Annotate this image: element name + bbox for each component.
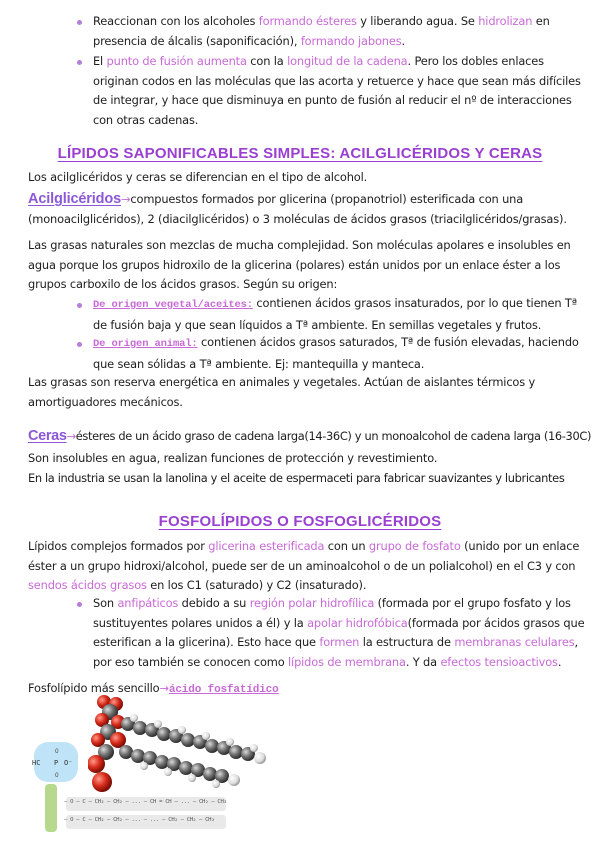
highlight: formando jabones bbox=[300, 33, 402, 48]
formula-o-minus-label: O⁻ bbox=[64, 759, 73, 767]
text: Son bbox=[93, 596, 118, 610]
molecule-head bbox=[88, 695, 126, 792]
highlight: sendos ácidos grasos bbox=[28, 578, 147, 592]
text: contienen ácidos grasos insaturados, por lo que tienen Tª de fusión baja y que sean líquidos a Tª ambiente. En semillas vegetales y frutos. bbox=[93, 296, 577, 332]
highlight-acido-fosfatidico: ácido fosfatídico bbox=[168, 684, 279, 696]
formula-hc-label: HC bbox=[32, 759, 41, 767]
section-heading-acilgliceridos: LÍPIDOS SAPONIFICABLES SIMPLES: ACILGLICÉRIDOS Y CERAS bbox=[57, 145, 543, 162]
text: (formada por el grupo fosfato y los sustituyentes polares unidos a él) y la bbox=[93, 596, 571, 630]
ceras-line-2: Son insolubles en agua, realizan funciones de protección y revestimiento. bbox=[28, 451, 438, 465]
bullet-dot bbox=[77, 342, 82, 347]
bullet-dot bbox=[77, 60, 82, 65]
text: . Pero los dobles enlaces originan codos en las moléculas que las acorta y retuerce y hace que sean más difíciles de integrar, y hace que disminuya en punto de fusión al reducir el nº de interacciones con otras cadenas. bbox=[93, 54, 581, 127]
bullet-dot bbox=[77, 602, 82, 607]
highlight: punto de fusión aumenta bbox=[106, 54, 247, 68]
text: El bbox=[93, 54, 107, 68]
text: (formada por ácidos grasos que esterifican a la glicerina). Esto hace que bbox=[93, 615, 585, 649]
text: . bbox=[401, 33, 405, 48]
glycerol-highlight bbox=[45, 784, 57, 832]
label-origen-animal: De origen animal: bbox=[93, 338, 198, 350]
text: Reaccionan con los alcoholes bbox=[93, 14, 259, 28]
text: compuestos formados por glicerina (propanotriol) esterificada con una (monoacilglicéridos), 2 (diacilglicéridos) o 3 moléculas de ácidos grasos (triacilglicéridos/grasas). bbox=[28, 192, 567, 226]
highlight: longitud de la cadena bbox=[287, 54, 408, 68]
bullet-melting-point bbox=[93, 52, 585, 130]
bullet-esterification bbox=[93, 12, 585, 51]
highlight: glicerina esterificada bbox=[208, 539, 325, 553]
highlight: anfipáticos bbox=[117, 596, 179, 610]
text: debido a su bbox=[178, 596, 250, 610]
fosfolipidos-paragraph bbox=[28, 537, 584, 596]
arrow-icon: → bbox=[121, 192, 131, 206]
formula-o-bottom-label: O bbox=[55, 772, 59, 779]
highlight: efectos tensioactivos bbox=[440, 654, 558, 669]
text: Lípidos complejos formados por bbox=[28, 539, 209, 553]
formula-p-label: P bbox=[54, 759, 59, 767]
text: (unido por un enlace éster a un grupo hidroxi/alcohol, puede ser de un aminoalcohol o de un polialcohol) en el C3 y con bbox=[28, 539, 580, 573]
highlight: hidrolizan bbox=[478, 14, 533, 28]
formula-o-top-label: O bbox=[55, 748, 59, 755]
term-acilgliceridos: Acilglicéridos bbox=[28, 191, 121, 207]
highlight: formando ésteres bbox=[258, 14, 357, 28]
reserva-paragraph: Las grasas son reserva energética en animales y vegetales. Actúan de aislantes térmicos y amortiguadores mecánicos. bbox=[28, 375, 536, 409]
formula-chain-2: — O — C — CH₂ — CH₂ — ... — ... — CH₂ — CH₂ — CH₃ bbox=[64, 817, 215, 823]
arrow-icon: → bbox=[66, 429, 76, 443]
molecule-3d-model-image bbox=[88, 694, 273, 799]
grasas-paragraph: Las grasas naturales son mezclas de mucha complejidad. Son moléculas apolares e insolubles en agua porque los grupos hidroxilo de la glicerina (polares) están unidos por un enlace éster a los grupos carboxilo de los ácidos grasos. Según su origen: bbox=[28, 238, 571, 291]
bullet-dot bbox=[77, 303, 82, 308]
label-origen-vegetal: De origen vegetal/aceites: bbox=[93, 299, 253, 311]
text: . Y da bbox=[405, 654, 441, 669]
text: , por eso también se conocen como bbox=[93, 635, 579, 669]
section-heading-fosfolipidos: FOSFOLÍPIDOS O FOSFOGLICÉRIDOS bbox=[158, 513, 442, 530]
highlight: apolar hidrofóbica bbox=[307, 615, 408, 630]
bullet-anfipaticos bbox=[93, 594, 585, 672]
text: ésteres de un ácido graso de cadena larga(14-36C) y un monoalcohol de cadena larga (16-30C) bbox=[75, 429, 592, 443]
term-ceras: Ceras bbox=[28, 428, 67, 444]
highlight: región polar hidrofílica bbox=[249, 596, 375, 610]
highlight: formen bbox=[319, 635, 360, 649]
ceras-line-3: En la industria se usan la lanolina y el aceite de espermaceti para fabricar suavizantes y lubricantes bbox=[28, 471, 565, 485]
text: la estructura de bbox=[359, 635, 455, 649]
text: . bbox=[557, 654, 562, 669]
bullet-dot bbox=[77, 20, 82, 25]
highlight: lípidos de membrana bbox=[288, 654, 406, 669]
text: en los C1 (saturado) y C2 (insaturado). bbox=[146, 578, 367, 592]
text: con la bbox=[246, 54, 288, 68]
formula-chain-1: — O — C — CH₂ — CH₂ — ... — CH = CH — ... — CH₂ — CH₃ bbox=[64, 799, 227, 805]
highlight: grupo de fosfato bbox=[368, 539, 461, 553]
bullet-origen-animal bbox=[93, 333, 581, 374]
ceras-definition bbox=[28, 427, 598, 447]
text: con un bbox=[324, 539, 369, 553]
acilgliceridos-definition bbox=[28, 190, 583, 229]
acil-intro: Los acilglicéridos y ceras se diferencian en el tipo de alcohol. bbox=[28, 170, 368, 184]
text: en presencia de álcalis (saponificación), bbox=[93, 14, 550, 48]
text: y liberando agua. Se bbox=[356, 14, 479, 28]
text: Fosfolípido más sencillo bbox=[28, 681, 160, 695]
text: contienen ácidos grasos saturados, Tª de fusión elevadas, haciendo que sean sólidas a Tª ambiente. Ej: mantequilla y manteca. bbox=[93, 335, 579, 371]
bullet-origen-vegetal bbox=[93, 294, 581, 335]
arrow-icon: → bbox=[159, 681, 169, 695]
highlight: membranas celulares bbox=[454, 635, 575, 649]
